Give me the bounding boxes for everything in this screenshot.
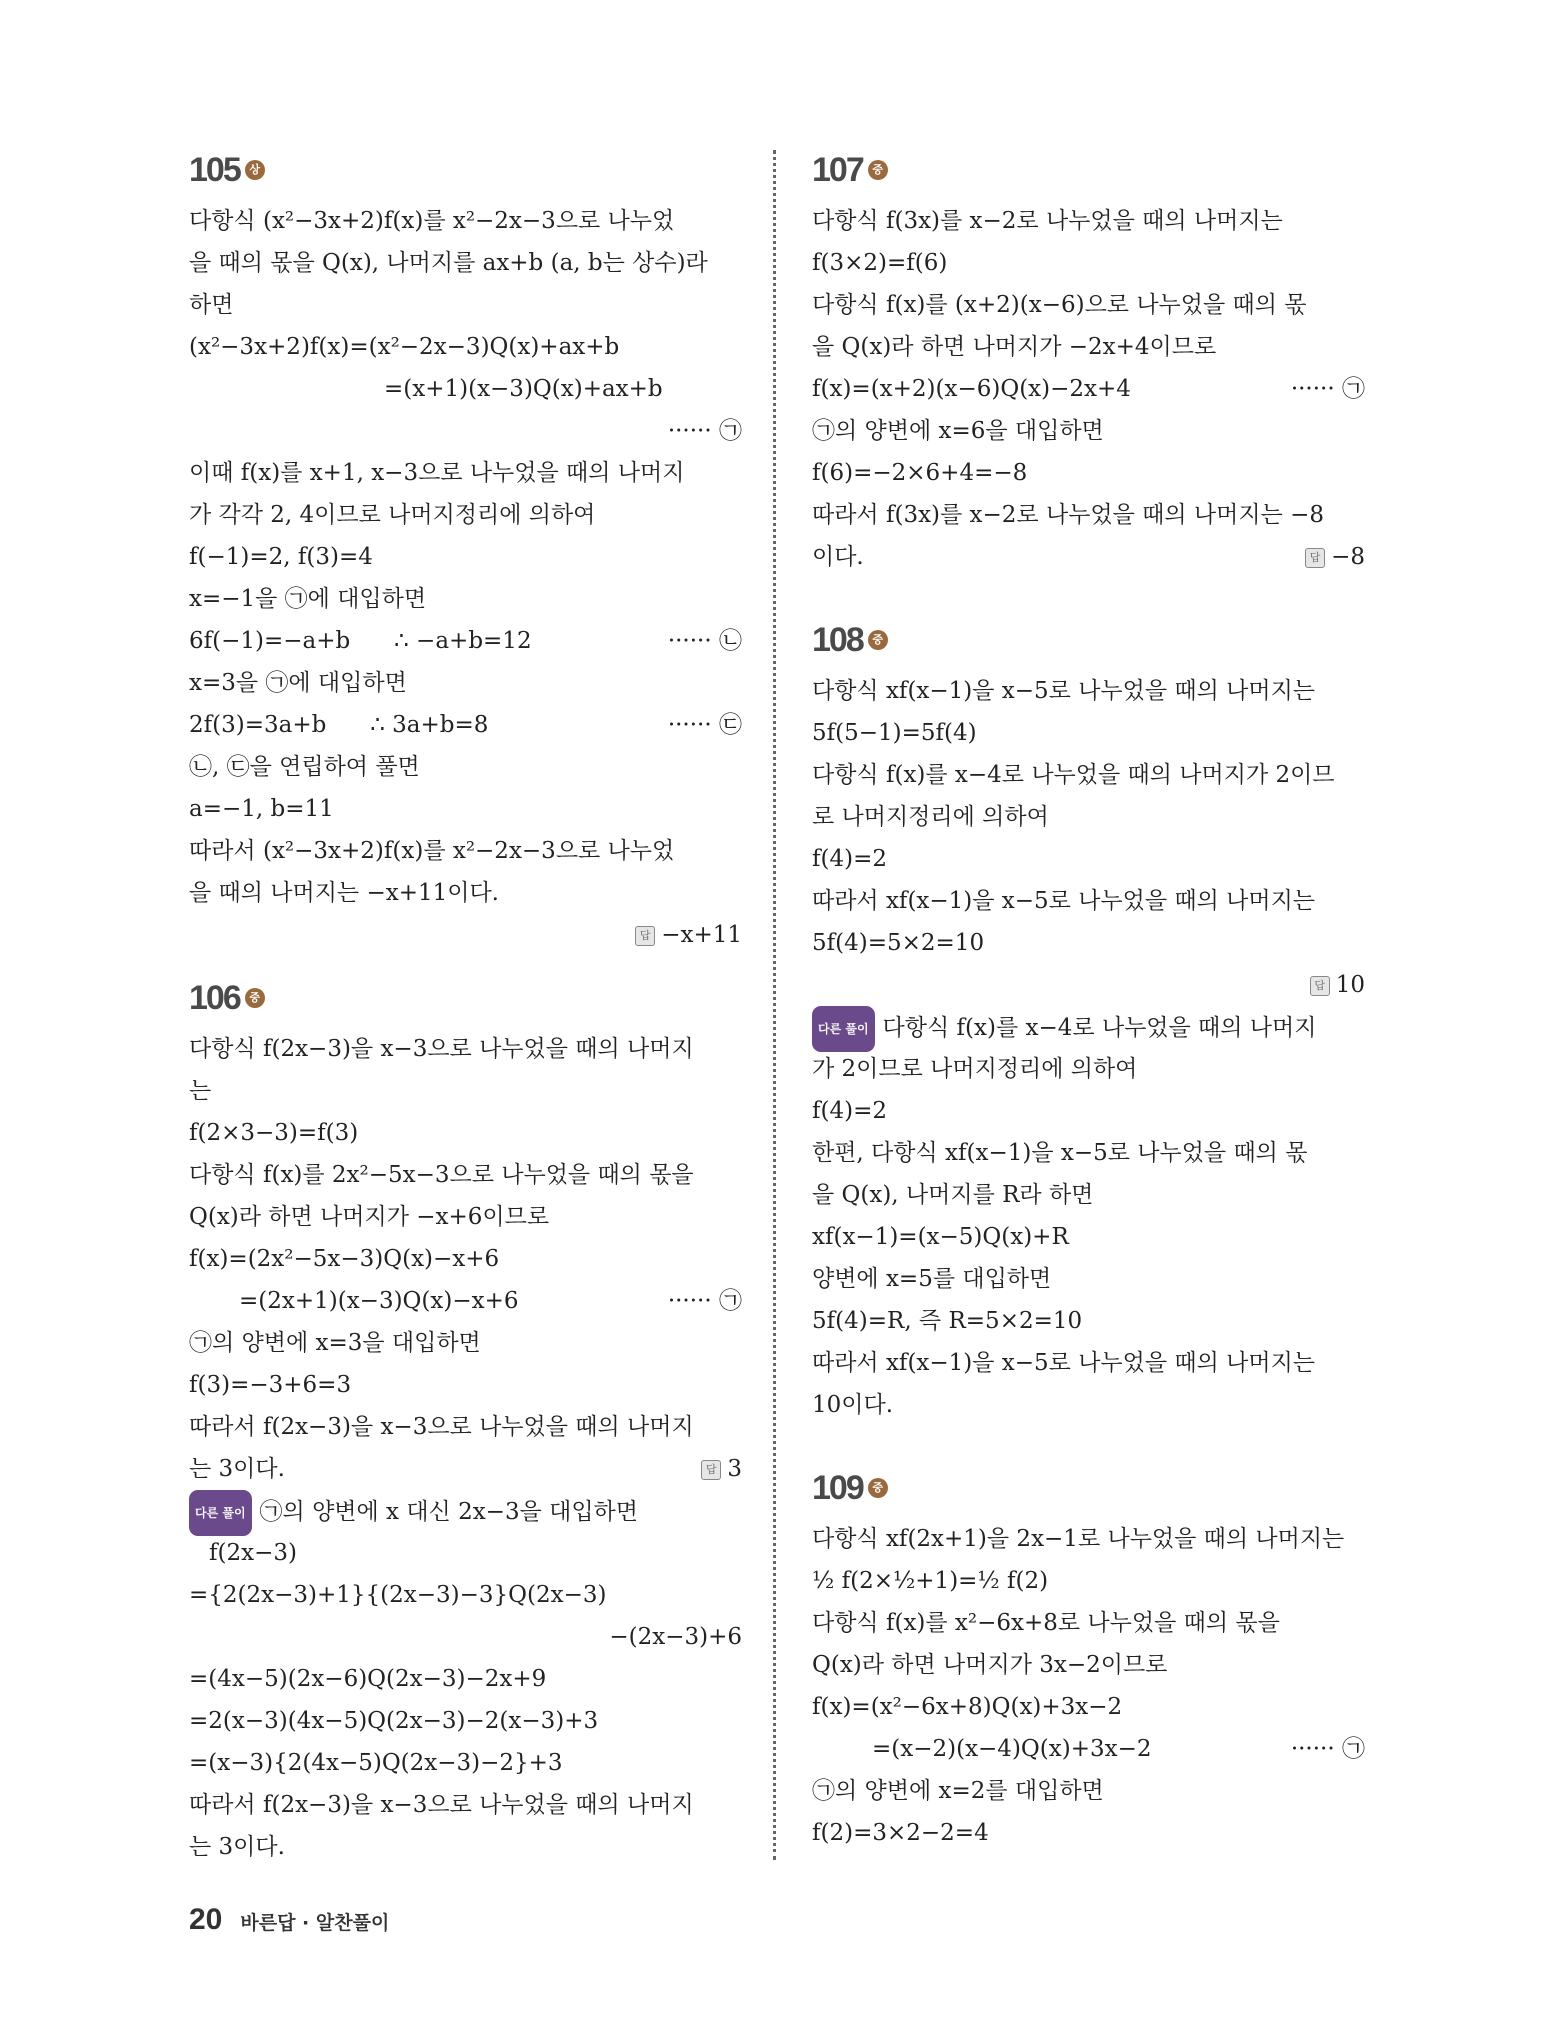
solution-line: x=−1을 ㉠에 대입하면 [189,586,427,612]
alt-solution-line: −(2x−3)+6 [609,1624,742,1650]
problem-header-105 [189,148,742,192]
solution-line: 이때 f(x)를 x+1, x−3으로 나누었을 때의 나머지 [189,460,685,486]
solution-line: 다항식 f(x)를 x−4로 나누었을 때의 나머지가 2이므 [812,762,1335,788]
equation-marker: ······ ㉠ [667,418,742,444]
equation-marker: ······ ㉠ [1290,376,1365,402]
answer-line [812,964,1365,1006]
solution-line [189,1280,742,1322]
alt-solution-line: =(x−3){2(4x−5)Q(2x−3)−2}+3 [189,1750,563,1776]
solution-line: f(2×3−3)=f(3) [189,1120,359,1146]
equation-marker: ······ ㉢ [667,712,742,738]
solution-line: 을 때의 나머지는 −x+11이다. [189,880,499,906]
solution-line: x=3을 ㉠에 대입하면 [189,670,407,696]
solution-text: 는 3이다. [189,1456,285,1482]
solution-text: 이다. [812,544,864,570]
solution-line: ㉠의 양변에 x=6을 대입하면 [812,418,1104,444]
alt-solution-line: 을 Q(x), 나머지를 R라 하면 [812,1182,1094,1208]
answer-value: 3 [727,1456,742,1482]
solution-line: 다항식 (x²−3x+2)f(x)를 x²−2x−3으로 나누었 [189,208,675,234]
alt-solution-line: 한편, 다항식 xf(x−1)을 x−5로 나누었을 때의 몫 [812,1140,1308,1166]
solution-line [189,704,742,746]
solution-line [812,368,1365,410]
solution-line: 다항식 xf(2x+1)을 2x−1로 나누었을 때의 나머지는 [812,1526,1345,1552]
answer-value: −8 [1331,544,1365,570]
difficulty-badge: 중 [868,160,888,180]
solution-line: 다항식 f(x)를 (x+2)(x−6)으로 나누었을 때의 몫 [812,292,1307,318]
solution-line: 다항식 xf(x−1)을 x−5로 나누었을 때의 나머지는 [812,678,1316,704]
solution-line: 는 [189,1078,212,1104]
alt-solution-line: =2(x−3)(4x−5)Q(2x−3)−2(x−3)+3 [189,1708,599,1734]
alt-solution-line: =(4x−5)(2x−6)Q(2x−3)−2x+9 [189,1666,547,1692]
alt-solution-line: f(2x−3) [209,1540,297,1566]
difficulty-badge: 중 [868,1478,888,1498]
solution-text: 다항식 f(x)를 x−4로 나누었을 때의 나머지 [882,1015,1317,1041]
solution-line: 따라서 f(2x−3)을 x−3으로 나누었을 때의 나머지 [189,1414,694,1440]
solution-line: 다항식 f(3x)를 x−2로 나누었을 때의 나머지는 [812,208,1283,234]
problem-number: 107 [812,150,863,189]
problem-header-109 [812,1466,1365,1510]
solution-text: =(2x+1)(x−3)Q(x)−x+6 [239,1288,519,1314]
equation-marker: ······ ㉠ [667,1288,742,1314]
solution-line: 따라서 (x²−3x+2)f(x)를 x²−2x−3으로 나누었 [189,838,675,864]
solution-text: 6f(−1)=−a+b ∴ −a+b=12 [189,628,532,654]
page-footer [189,1903,389,1937]
page-number: 20 [189,1903,223,1936]
solution-line: 을 때의 몫을 Q(x), 나머지를 ax+b (a, b는 상수)라 [189,250,708,276]
difficulty-badge: 중 [245,988,265,1008]
solution-line: 5f(4)=5×2=10 [812,930,985,956]
alt-solution-badge: 다른 풀이 [812,1006,875,1052]
answer-value: 10 [1335,972,1365,998]
solution-line: (x²−3x+2)f(x)=(x²−2x−3)Q(x)+ax+b [189,334,620,360]
answer-icon: 답 [701,1460,721,1480]
difficulty-badge: 중 [868,630,888,650]
left-column [189,148,742,1868]
solution-line: ㉡, ㉢을 연립하여 풀면 [189,754,420,780]
solution-line: f(x)=(x²−6x+8)Q(x)+3x−2 [812,1694,1123,1720]
solution-line: 다항식 f(x)를 2x²−5x−3으로 나누었을 때의 몫을 [189,1162,694,1188]
solution-line: 5f(5−1)=5f(4) [812,720,977,746]
alt-solution-line: xf(x−1)=(x−5)Q(x)+R [812,1224,1069,1250]
alt-solution-line [189,1490,742,1532]
solution-line [812,1728,1365,1770]
solution-line: =(x+1)(x−3)Q(x)+ax+b [384,376,663,402]
alt-solution-line: f(4)=2 [812,1098,887,1124]
solution-line: f(3)=−3+6=3 [189,1372,352,1398]
answer-value: −x+11 [661,922,742,948]
solution-text: ㉠의 양변에 x 대신 2x−3을 대입하면 [259,1499,638,1525]
solution-line: 따라서 xf(x−1)을 x−5로 나누었을 때의 나머지는 [812,888,1316,914]
answer-inline [701,1448,742,1490]
alt-solution-line: 따라서 f(2x−3)을 x−3으로 나누었을 때의 나머지 [189,1792,694,1818]
solution-line: ㉠의 양변에 x=2를 대입하면 [812,1778,1104,1804]
answer-icon: 답 [1310,976,1330,996]
solution-line: Q(x)라 하면 나머지가 3x−2이므로 [812,1652,1168,1678]
solution-text: 2f(3)=3a+b ∴ 3a+b=8 [189,712,489,738]
solution-text: =(x−2)(x−4)Q(x)+3x−2 [872,1736,1152,1762]
column-divider [773,150,776,1860]
alt-solution-line: 10이다. [812,1392,894,1418]
problem-number: 105 [189,150,240,189]
solution-line [189,1448,742,1490]
alt-solution-line: 양변에 x=5를 대입하면 [812,1266,1052,1292]
problem-header-107 [812,148,1365,192]
problem-number: 108 [812,620,863,659]
alt-solution-line: ={2(2x−3)+1}{(2x−3)−3}Q(2x−3) [189,1582,607,1608]
solution-line: 다항식 f(2x−3)을 x−3으로 나누었을 때의 나머지 [189,1036,694,1062]
alt-solution-line: 따라서 xf(x−1)을 x−5로 나누었을 때의 나머지는 [812,1350,1316,1376]
solution-line: 다항식 f(x)를 x²−6x+8로 나누었을 때의 몫을 [812,1610,1280,1636]
equation-marker: ······ ㉠ [1290,1736,1365,1762]
answer-icon: 답 [1305,548,1325,568]
solution-line: f(−1)=2, f(3)=4 [189,544,373,570]
solution-line: ½ f(2×½+1)=½ f(2) [812,1568,1049,1594]
solution-line: Q(x)라 하면 나머지가 −x+6이므로 [189,1204,550,1230]
solution-line: f(2)=3×2−2=4 [812,1820,989,1846]
problem-header-106 [189,976,742,1020]
solution-line: 로 나머지정리에 의하여 [812,804,1049,830]
answer-icon: 답 [635,926,655,946]
alt-solution-line [812,1006,1365,1048]
problem-number: 106 [189,978,240,1017]
alt-solution-line: 가 2이므로 나머지정리에 의하여 [812,1056,1138,1082]
solution-line: 하면 [189,292,234,318]
equation-marker: ······ ㉡ [667,628,742,654]
solution-line: 을 Q(x)라 하면 나머지가 −2x+4이므로 [812,334,1217,360]
solution-line: f(4)=2 [812,846,887,872]
solution-line: a=−1, b=11 [189,796,334,822]
solution-text: f(x)=(x+2)(x−6)Q(x)−2x+4 [812,376,1131,402]
problem-number: 109 [812,1468,863,1507]
solution-line [812,536,1365,578]
solution-line: 가 각각 2, 4이므로 나머지정리에 의하여 [189,502,596,528]
answer-line [189,914,742,956]
solution-line [189,620,742,662]
book-title: 바른답 · 알찬풀이 [240,1912,390,1934]
alt-solution-badge: 다른 풀이 [189,1490,252,1536]
alt-solution-line: 5f(4)=R, 즉 R=5×2=10 [812,1308,1083,1334]
solution-line: f(x)=(2x²−5x−3)Q(x)−x+6 [189,1246,500,1272]
solution-line: f(6)=−2×6+4=−8 [812,460,1028,486]
answer-inline [1305,536,1365,578]
solution-line: 따라서 f(3x)를 x−2로 나누었을 때의 나머지는 −8 [812,502,1324,528]
alt-solution-line: 는 3이다. [189,1834,285,1860]
difficulty-badge: 상 [245,160,265,180]
problem-header-108 [812,618,1365,662]
right-column [812,148,1365,1854]
solution-line: f(3×2)=f(6) [812,250,948,276]
solution-line: ㉠의 양변에 x=3을 대입하면 [189,1330,481,1356]
